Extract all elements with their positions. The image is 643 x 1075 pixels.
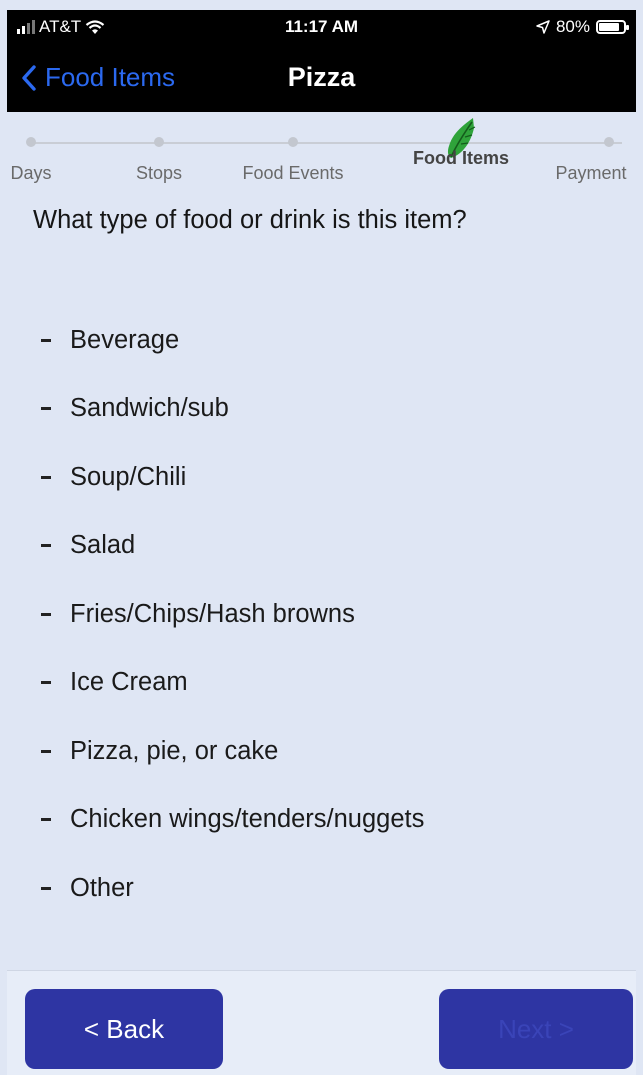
step-label: Days <box>10 163 52 183</box>
battery-icon <box>596 20 626 34</box>
option-ice-cream[interactable] <box>41 649 424 718</box>
status-time: 11:17 AM <box>284 17 359 36</box>
app-screen <box>7 10 636 1074</box>
dash-bullet <box>41 544 51 547</box>
question-heading: What type of food or drink is this item? <box>33 206 467 234</box>
battery-percent: 80% <box>555 17 590 36</box>
option-label: Sandwich/sub <box>70 394 229 423</box>
step-dot <box>26 137 36 147</box>
option-chicken[interactable] <box>41 786 424 855</box>
option-label: Other <box>70 873 134 902</box>
option-label: Salad <box>70 531 136 560</box>
dash-bullet <box>41 476 51 479</box>
dash-bullet <box>41 407 51 410</box>
dash-bullet <box>41 339 51 342</box>
footer-bar <box>7 970 636 1075</box>
option-beverage[interactable] <box>41 306 424 375</box>
nav-back-label: Food Items <box>45 62 176 92</box>
option-pizza-pie-cake[interactable] <box>41 717 424 786</box>
step-dot <box>604 137 614 147</box>
step-label: Payment <box>555 163 627 183</box>
step-label: Stops <box>135 163 183 183</box>
option-label: Ice Cream <box>70 668 188 697</box>
option-label: Soup/Chili <box>70 462 187 491</box>
status-right <box>536 17 626 37</box>
step-days[interactable] <box>0 130 86 184</box>
option-label: Chicken wings/tenders/nuggets <box>70 805 425 834</box>
step-dot <box>154 137 164 147</box>
dash-bullet <box>41 750 51 753</box>
step-label: Food Items <box>412 148 509 168</box>
progress-stepper <box>7 130 636 190</box>
option-soup-chili[interactable] <box>41 443 424 512</box>
carrier-label: AT&T <box>39 17 82 36</box>
option-sandwich-sub[interactable] <box>41 375 424 444</box>
nav-back-button[interactable] <box>21 62 175 93</box>
step-stops[interactable] <box>104 130 214 184</box>
option-salad[interactable] <box>41 512 424 581</box>
option-label: Pizza, pie, or cake <box>70 736 279 765</box>
step-label: Food Events <box>242 163 344 183</box>
step-dot <box>288 137 298 147</box>
navigation-bar <box>7 44 636 112</box>
chevron-left-icon <box>21 65 37 91</box>
option-label: Fries/Chips/Hash browns <box>70 599 355 628</box>
status-bar <box>7 10 636 44</box>
option-label: Beverage <box>70 325 180 354</box>
step-food-items[interactable] <box>406 130 516 169</box>
step-payment[interactable] <box>536 130 643 184</box>
dash-bullet <box>41 887 51 890</box>
step-food-events[interactable] <box>238 130 348 184</box>
next-button[interactable]: Next > <box>439 989 633 1069</box>
location-arrow-icon <box>536 20 550 34</box>
back-button[interactable]: < Back <box>25 989 223 1069</box>
food-type-options <box>41 306 424 923</box>
dash-bullet <box>41 681 51 684</box>
page-title: Pizza <box>287 62 356 92</box>
option-fries-chips-hash-browns[interactable] <box>41 580 424 649</box>
dash-bullet <box>41 818 51 821</box>
option-other[interactable] <box>41 854 424 923</box>
dash-bullet <box>41 613 51 616</box>
